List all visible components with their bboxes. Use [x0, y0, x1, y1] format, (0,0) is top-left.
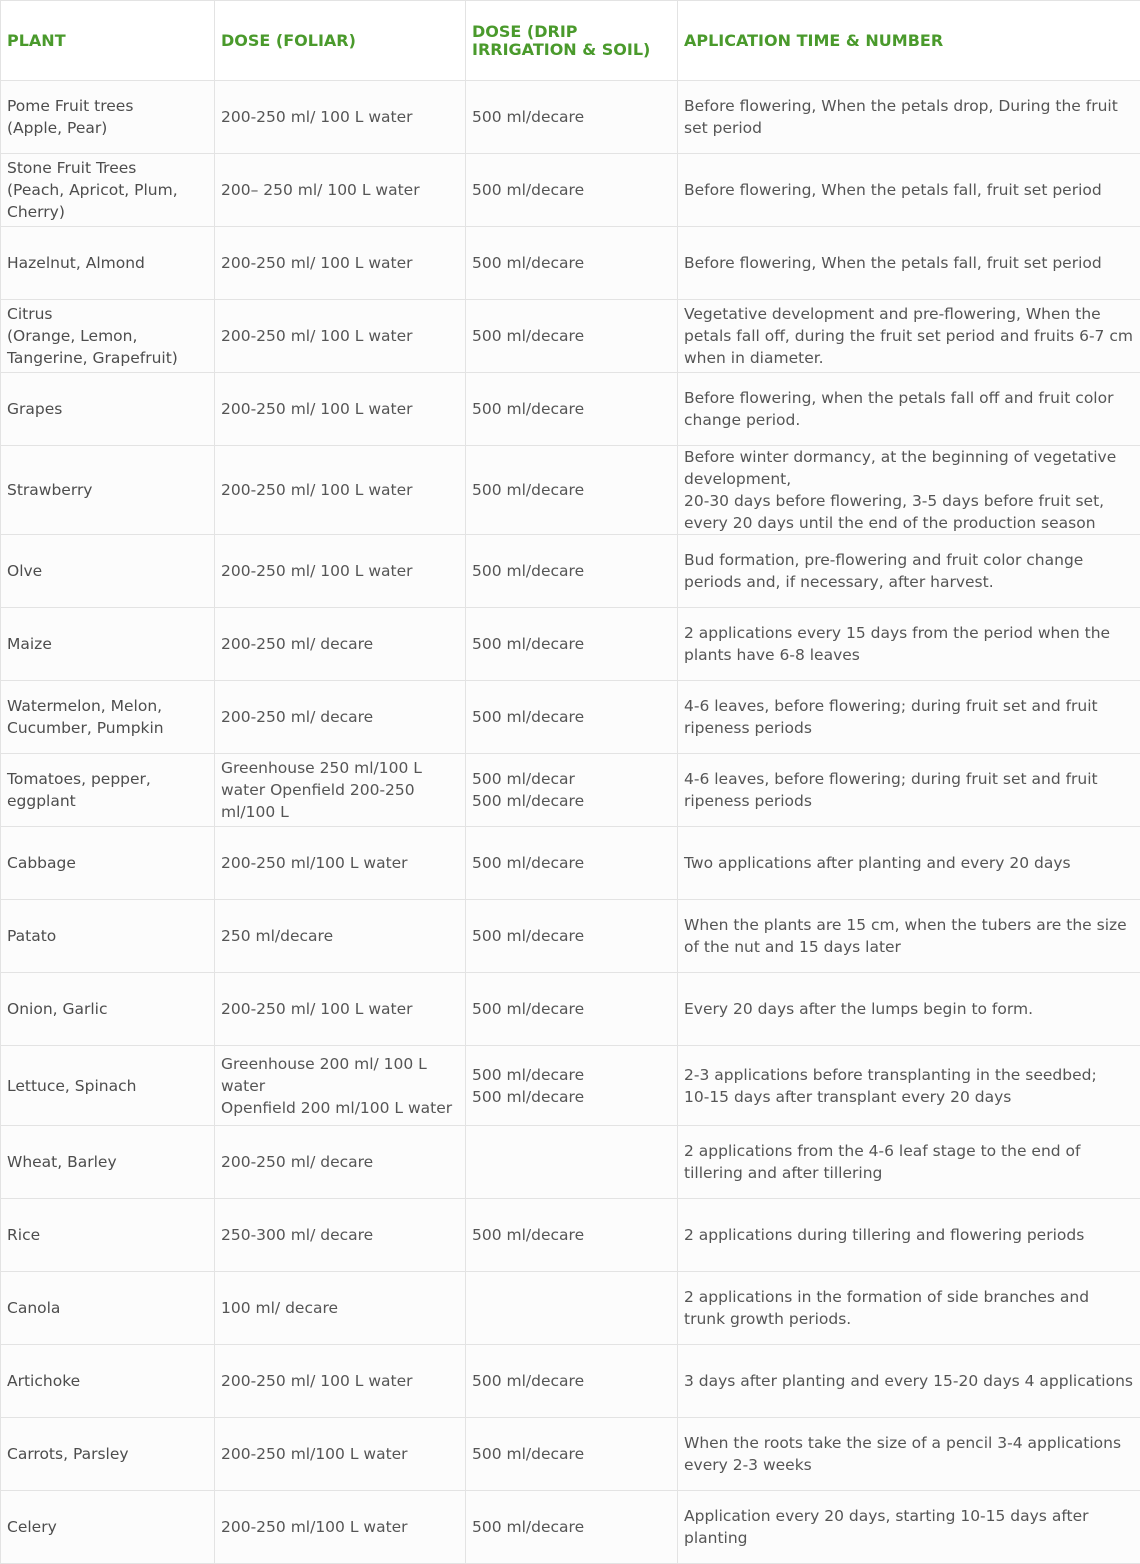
foliar-dose-cell — [215, 900, 466, 973]
cell-text: Lettuce, Spinach — [7, 1075, 208, 1097]
table-row — [1, 900, 1140, 973]
application-time-cell — [678, 973, 1140, 1046]
plant-cell — [1, 681, 215, 754]
plant-cell — [1, 227, 215, 300]
cell-text: 500 ml/decare — [472, 106, 671, 128]
cell-text: Pome Fruit trees — [7, 95, 208, 117]
application-time-cell — [678, 900, 1140, 973]
cell-text: Application every 20 days, starting 10-15 days after planting — [684, 1505, 1134, 1549]
table-row — [1, 1418, 1140, 1491]
cell-text: 200– 250 ml/ 100 L water — [221, 179, 459, 201]
cell-text: 2 applications during tillering and flowering periods — [684, 1224, 1134, 1246]
cell-text: Tomatoes, pepper, eggplant — [7, 768, 208, 812]
cell-text: 2 applications from the 4-6 leaf stage to the end of tillering and after tillering — [684, 1140, 1134, 1184]
table-header — [1, 1, 1140, 81]
cell-text: Cabbage — [7, 852, 208, 874]
table-body — [1, 81, 1140, 1564]
foliar-dose-cell — [215, 1272, 466, 1345]
application-time-cell — [678, 1418, 1140, 1491]
cell-text: Every 20 days after the lumps begin to form. — [684, 998, 1134, 1020]
drip-dose-cell — [466, 1272, 678, 1345]
cell-text: 500 ml/decare — [472, 479, 671, 501]
cell-text: 200-250 ml/ 100 L water — [221, 106, 459, 128]
drip-dose-cell — [466, 81, 678, 154]
cell-text: 500 ml/decare — [472, 1516, 671, 1538]
cell-text: 10-15 days after transplant every 20 days — [684, 1086, 1134, 1108]
foliar-dose-cell — [215, 754, 466, 827]
cell-text: Openfield 200 ml/100 L water — [221, 1097, 459, 1119]
foliar-dose-cell — [215, 973, 466, 1046]
cell-text: 500 ml/decare — [472, 790, 671, 812]
cell-text: 500 ml/decare — [472, 398, 671, 420]
foliar-dose-cell — [215, 81, 466, 154]
cell-text: 20-30 days before flowering, 3-5 days before fruit set, every 20 days until the end of the production season — [684, 490, 1134, 534]
cell-text: 500 ml/decare — [472, 325, 671, 347]
cell-text: 200-250 ml/ 100 L water — [221, 398, 459, 420]
table-row — [1, 1272, 1140, 1345]
drip-dose-cell — [466, 227, 678, 300]
foliar-dose-cell — [215, 1199, 466, 1272]
table-row — [1, 535, 1140, 608]
plant-cell — [1, 446, 215, 535]
cell-text: 200-250 ml/ decare — [221, 706, 459, 728]
foliar-dose-cell — [215, 154, 466, 227]
plant-cell — [1, 754, 215, 827]
foliar-dose-cell — [215, 227, 466, 300]
table-row — [1, 973, 1140, 1046]
plant-cell — [1, 900, 215, 973]
application-time-cell — [678, 154, 1140, 227]
cell-text: Watermelon, Melon, Cucumber, Pumpkin — [7, 695, 208, 739]
drip-dose-cell — [466, 827, 678, 900]
drip-dose-cell — [466, 608, 678, 681]
plant-cell — [1, 1272, 215, 1345]
plant-cell — [1, 1418, 215, 1491]
foliar-dose-cell — [215, 1046, 466, 1126]
cell-text: Canola — [7, 1297, 208, 1319]
cell-text: Citrus — [7, 303, 208, 325]
application-time-cell — [678, 1345, 1140, 1418]
cell-text: Bud formation, pre-flowering and fruit color change periods and, if necessary, after harvest. — [684, 549, 1134, 593]
cell-text: 3 days after planting and every 15-20 days 4 applications — [684, 1370, 1134, 1392]
cell-text: 4-6 leaves, before flowering; during fruit set and fruit ripeness periods — [684, 695, 1134, 739]
cell-text: Maize — [7, 633, 208, 655]
cell-text: (Apple, Pear) — [7, 117, 208, 139]
cell-text: 200-250 ml/ 100 L water — [221, 479, 459, 501]
drip-dose-cell — [466, 300, 678, 373]
drip-dose-cell — [466, 1126, 678, 1199]
application-time-cell — [678, 681, 1140, 754]
table-row — [1, 373, 1140, 446]
drip-dose-cell — [466, 1345, 678, 1418]
cell-text: 500 ml/decare — [472, 252, 671, 274]
application-time-cell — [678, 1491, 1140, 1564]
drip-dose-cell — [466, 900, 678, 973]
header-row — [1, 1, 1140, 81]
cell-text: 500 ml/decare — [472, 633, 671, 655]
cell-text: Two applications after planting and every 20 days — [684, 852, 1134, 874]
drip-dose-cell — [466, 1046, 678, 1126]
plant-cell — [1, 373, 215, 446]
application-time-cell — [678, 1272, 1140, 1345]
application-time-cell — [678, 373, 1140, 446]
cell-text: 200-250 ml/ decare — [221, 633, 459, 655]
foliar-dose-cell — [215, 1126, 466, 1199]
cell-text: 500 ml/decare — [472, 852, 671, 874]
plant-cell — [1, 1046, 215, 1126]
cell-text: Hazelnut, Almond — [7, 252, 208, 274]
cell-text: Greenhouse 200 ml/ 100 L water — [221, 1053, 459, 1097]
application-time-cell — [678, 227, 1140, 300]
cell-text: (Peach, Apricot, Plum, Cherry) — [7, 179, 208, 223]
cell-text: 200-250 ml/ decare — [221, 1151, 459, 1173]
application-time-cell — [678, 446, 1140, 535]
cell-text: 200-250 ml/ 100 L water — [221, 325, 459, 347]
table-row — [1, 608, 1140, 681]
drip-dose-cell — [466, 681, 678, 754]
drip-dose-cell — [466, 754, 678, 827]
drip-dose-cell — [466, 1199, 678, 1272]
foliar-dose-cell — [215, 608, 466, 681]
cell-text: Grapes — [7, 398, 208, 420]
cell-text: Artichoke — [7, 1370, 208, 1392]
cell-text: Before flowering, When the petals fall, fruit set period — [684, 179, 1134, 201]
table-row — [1, 300, 1140, 373]
plant-cell — [1, 827, 215, 900]
cell-text: 500 ml/decare — [472, 998, 671, 1020]
cell-text: Before winter dormancy, at the beginning of vegetative development, — [684, 446, 1134, 490]
plant-cell — [1, 154, 215, 227]
drip-dose-cell — [466, 1491, 678, 1564]
plant-cell — [1, 608, 215, 681]
drip-dose-cell — [466, 373, 678, 446]
cell-text: 200-250 ml/ 100 L water — [221, 252, 459, 274]
plant-cell — [1, 1345, 215, 1418]
plant-cell — [1, 81, 215, 154]
plant-cell — [1, 1126, 215, 1199]
cell-text: 2 applications in the formation of side branches and trunk growth periods. — [684, 1286, 1134, 1330]
cell-text: Strawberry — [7, 479, 208, 501]
cell-text: 500 ml/decare — [472, 1064, 671, 1086]
cell-text: Rice — [7, 1224, 208, 1246]
cell-text: 500 ml/decare — [472, 1370, 671, 1392]
table-row — [1, 681, 1140, 754]
application-time-cell — [678, 608, 1140, 681]
table-row — [1, 1345, 1140, 1418]
application-time-cell — [678, 535, 1140, 608]
cell-text: 500 ml/decare — [472, 560, 671, 582]
foliar-dose-cell — [215, 535, 466, 608]
cell-text: 4-6 leaves, before flowering; during fruit set and fruit ripeness periods — [684, 768, 1134, 812]
cell-text: Before flowering, when the petals fall off and fruit color change period. — [684, 387, 1134, 431]
table-row — [1, 81, 1140, 154]
cell-text: 500 ml/decare — [472, 1443, 671, 1465]
cell-text: 500 ml/decare — [472, 706, 671, 728]
application-time-cell — [678, 1046, 1140, 1126]
plant-cell — [1, 535, 215, 608]
cell-text: When the roots take the size of a pencil 3-4 applications every 2-3 weeks — [684, 1432, 1134, 1476]
table-row — [1, 446, 1140, 535]
cell-text: Wheat, Barley — [7, 1151, 208, 1173]
cell-text: 500 ml/decare — [472, 925, 671, 947]
cell-text: 500 ml/decare — [472, 1224, 671, 1246]
cell-text: 200-250 ml/100 L water — [221, 852, 459, 874]
application-time-cell — [678, 81, 1140, 154]
cell-text: Olve — [7, 560, 208, 582]
foliar-dose-cell — [215, 446, 466, 535]
table-row — [1, 154, 1140, 227]
plant-cell — [1, 1199, 215, 1272]
foliar-dose-cell — [215, 827, 466, 900]
cell-text: Greenhouse 250 ml/100 L water Openfield 200-250 ml/100 L — [221, 757, 459, 823]
table-row — [1, 754, 1140, 827]
table-row — [1, 1046, 1140, 1126]
cell-text: 500 ml/decar — [472, 768, 671, 790]
plant-cell — [1, 300, 215, 373]
cell-text: Onion, Garlic — [7, 998, 208, 1020]
drip-dose-cell — [466, 973, 678, 1046]
application-time-cell — [678, 827, 1140, 900]
cell-text: (Orange, Lemon, Tangerine, Grapefruit) — [7, 325, 208, 369]
foliar-dose-cell — [215, 1491, 466, 1564]
cell-text: 500 ml/decare — [472, 179, 671, 201]
application-time-cell — [678, 1126, 1140, 1199]
cell-text: Before flowering, When the petals fall, fruit set period — [684, 252, 1134, 274]
cell-text: 200-250 ml/ 100 L water — [221, 560, 459, 582]
header-dose-foliar: DOSE (FOLIAR) — [215, 1, 466, 81]
foliar-dose-cell — [215, 681, 466, 754]
foliar-dose-cell — [215, 1345, 466, 1418]
table-row — [1, 827, 1140, 900]
plant-cell — [1, 973, 215, 1046]
cell-text: Vegetative development and pre-flowering, When the petals fall off, during the fruit set period and fruits 6-7 cm when in diameter. — [684, 303, 1134, 369]
cell-text: Carrots, Parsley — [7, 1443, 208, 1465]
drip-dose-cell — [466, 154, 678, 227]
foliar-dose-cell — [215, 1418, 466, 1491]
cell-text: Stone Fruit Trees — [7, 157, 208, 179]
cell-text: 200-250 ml/100 L water — [221, 1443, 459, 1465]
cell-text: 200-250 ml/100 L water — [221, 1516, 459, 1538]
header-application-time: APLICATION TIME & NUMBER — [678, 1, 1140, 81]
cell-text: 2 applications every 15 days from the period when the plants have 6-8 leaves — [684, 622, 1134, 666]
cell-text: 200-250 ml/ 100 L water — [221, 998, 459, 1020]
plant-cell — [1, 1491, 215, 1564]
cell-text: Before flowering, When the petals drop, During the fruit set period — [684, 95, 1134, 139]
cell-text: Celery — [7, 1516, 208, 1538]
foliar-dose-cell — [215, 373, 466, 446]
cell-text: When the plants are 15 cm, when the tubers are the size of the nut and 15 days later — [684, 914, 1134, 958]
table-row — [1, 1126, 1140, 1199]
drip-dose-cell — [466, 535, 678, 608]
table-row — [1, 1491, 1140, 1564]
drip-dose-cell — [466, 1418, 678, 1491]
cell-text: 500 ml/decare — [472, 1086, 671, 1108]
cell-text: Patato — [7, 925, 208, 947]
table-row — [1, 1199, 1140, 1272]
application-time-cell — [678, 754, 1140, 827]
drip-dose-cell — [466, 446, 678, 535]
application-time-cell — [678, 300, 1140, 373]
cell-text: 250-300 ml/ decare — [221, 1224, 459, 1246]
cell-text: 100 ml/ decare — [221, 1297, 459, 1319]
header-dose-drip: DOSE (DRIP IRRIGATION & SOIL) — [466, 1, 678, 81]
application-time-cell — [678, 1199, 1140, 1272]
header-plant: PLANT — [1, 1, 215, 81]
cell-text: 250 ml/decare — [221, 925, 459, 947]
table-row — [1, 227, 1140, 300]
cell-text: 200-250 ml/ 100 L water — [221, 1370, 459, 1392]
cell-text: 2-3 applications before transplanting in the seedbed; — [684, 1064, 1134, 1086]
foliar-dose-cell — [215, 300, 466, 373]
